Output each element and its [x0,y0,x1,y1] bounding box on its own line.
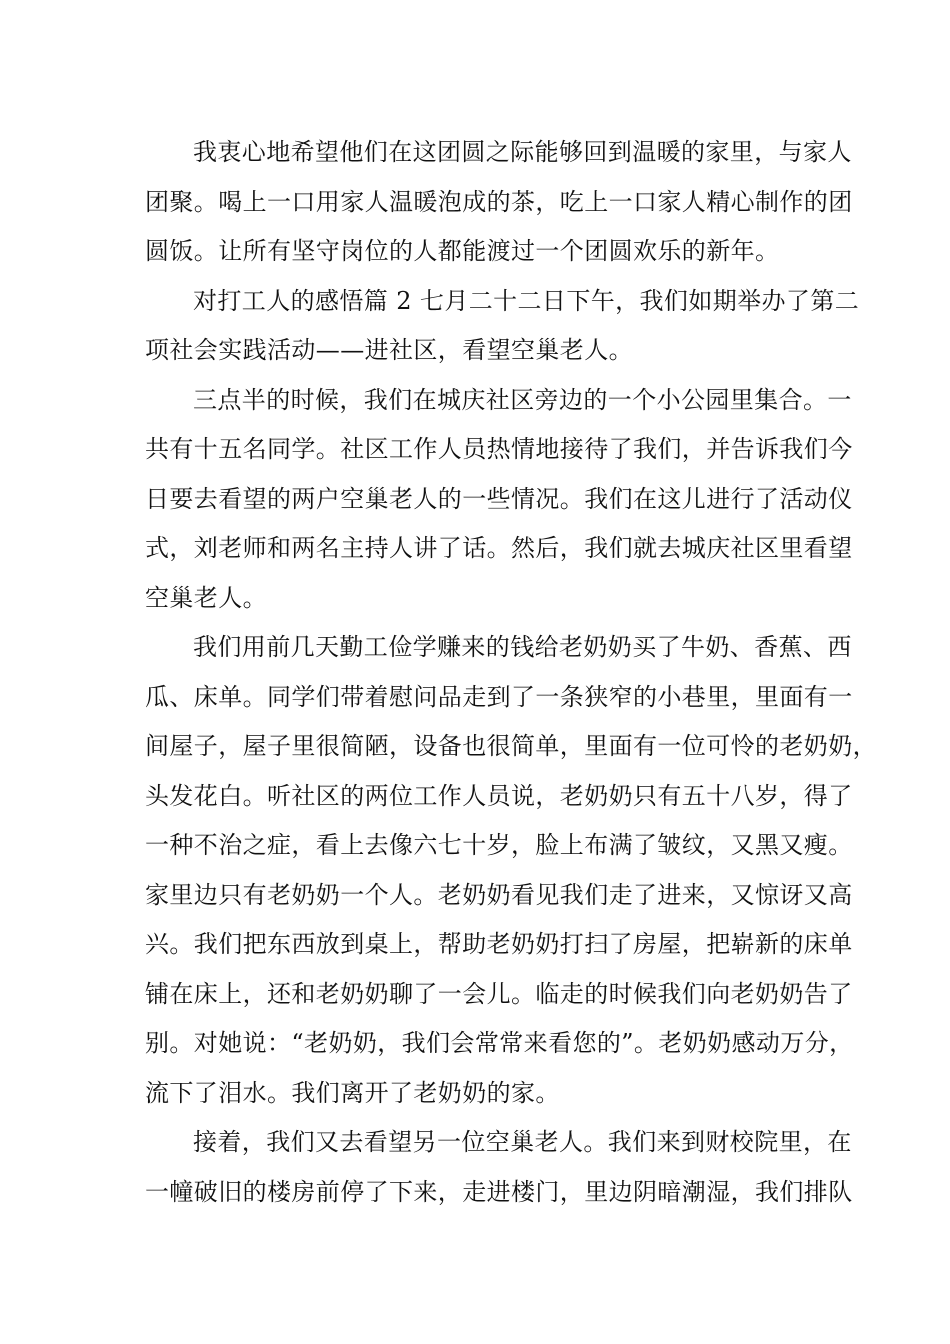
text-line: 空巢老人。 [145,583,267,612]
document-body [145,128,877,1217]
text-line: 项社会实践活动——进社区，看望空巢老人。 [145,336,633,364]
text-line: 式，刘老师和两名主持人讲了话。然后，我们就去城庆社区里看望 [145,534,853,562]
text-line: 圆饭。让所有坚守岗位的人都能渡过一个团圆欢乐的新年。 [145,237,780,265]
paragraph-5 [145,1118,853,1217]
text-line: 我们用前几天勤工俭学赚来的钱给老奶奶买了牛奶、香蕉、西 [193,633,852,661]
text-line: 兴。我们把东西放到桌上，帮助老奶奶打扫了房屋，把崭新的床单 [145,930,853,958]
paragraph-2 [145,277,860,376]
text-line: 接着，我们又去看望另一位空巢老人。我们来到财校院里，在 [193,1128,852,1156]
paragraph-4 [145,623,877,1118]
text-line: 铺在床上，还和老奶奶聊了一会儿。临走的时候我们向老奶奶告了 [145,979,853,1008]
text-line: 家里边只有老奶奶一个人。老奶奶看见我们走了进来，又惊讶又高 [145,880,853,909]
text-line: 三点半的时候，我们在城庆社区旁边的一个小公园里集合。一 [193,385,852,414]
text-line: 别。对她说：“老奶奶，我们会常常来看您的”。老奶奶感动万分， [145,1029,854,1057]
text-line: 间屋子，屋子里很简陋，设备也很简单，里面有一位可怜的老奶奶， [145,732,877,760]
text-line: 对打工人的感悟篇 2 七月二十二日下午，我们如期举办了第二 [193,286,860,315]
text-line: 我衷心地希望他们在这团圆之际能够回到温暖的家里，与家人 [193,138,852,166]
paragraph-1 [145,128,853,277]
text-line: 团聚。喝上一口用家人温暖泡成的茶，吃上一口家人精心制作的团 [145,187,853,216]
text-line: 瓜、床单。同学们带着慰问品走到了一条狭窄的小巷里，里面有一 [145,682,853,711]
text-line: 一种不治之症，看上去像六七十岁，脸上布满了皱纹，又黑又瘦。 [145,831,853,859]
text-line: 日要去看望的两户空巢老人的一些情况。我们在这儿进行了活动仪 [145,484,853,513]
text-line: 流下了泪水。我们离开了老奶奶的家。 [145,1078,560,1107]
text-line: 头发花白。听社区的两位工作人员说，老奶奶只有五十八岁，得了 [145,781,853,810]
text-line: 共有十五名同学。社区工作人员热情地接待了我们，并告诉我们今 [145,435,853,463]
paragraph-3 [145,376,853,624]
text-line: 一幢破旧的楼房前停了下来，走进楼门，里边阴暗潮湿，我们排队 [145,1177,853,1206]
